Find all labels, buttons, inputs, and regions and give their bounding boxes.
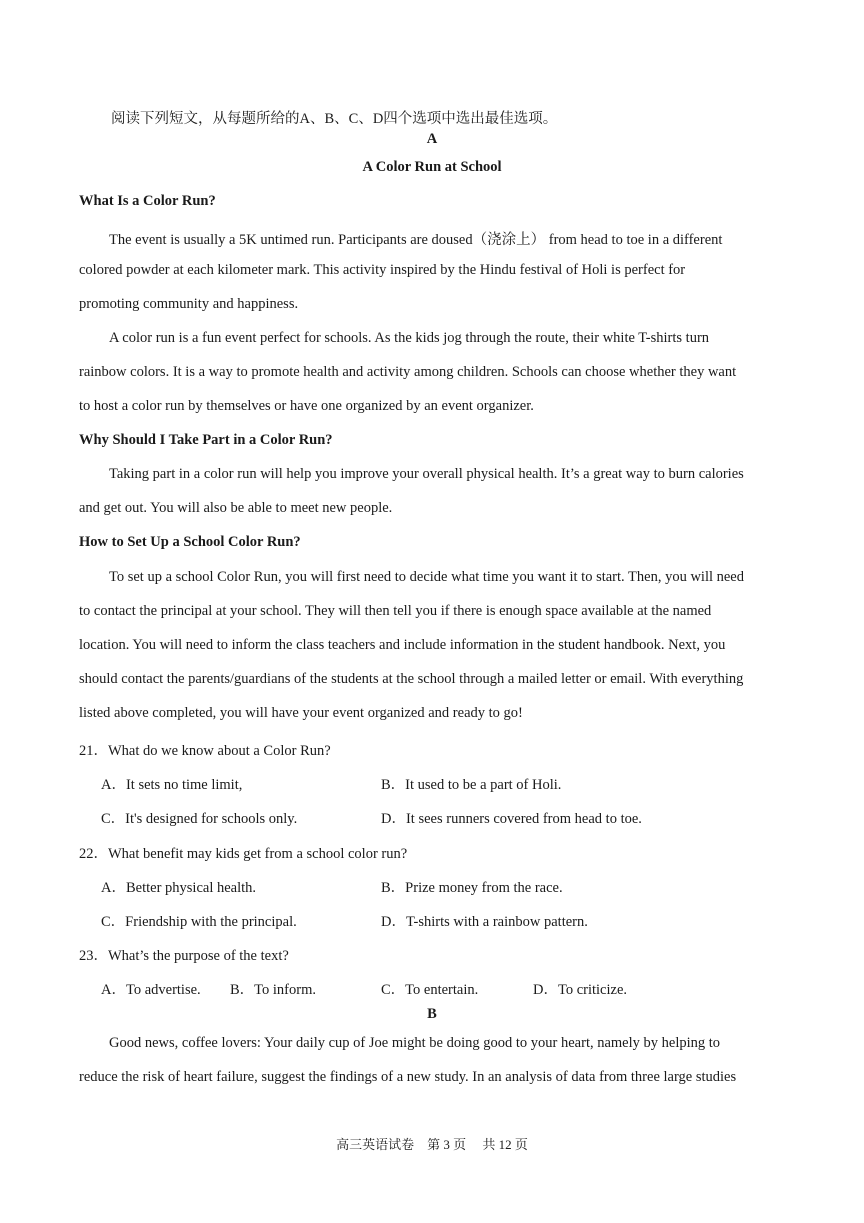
heading-how: How to Set Up a School Color Run? — [79, 534, 301, 550]
paragraph-line: reduce the risk of heart failure, suggest the findings of a new study. In an analysis of data from three large studies — [79, 1069, 737, 1085]
paragraph-line: listed above completed, you will have your event organized and ready to go! — [79, 705, 523, 721]
paragraph-line: should contact the parents/guardians of the students at the school through a mailed letter or email. With everything — [79, 671, 744, 687]
paragraph-line: A color run is a fun event perfect for schools. As the kids jog through the route, their white T-shirts turn — [109, 330, 710, 346]
passage-title: A Color Run at School — [362, 159, 502, 175]
paragraph-line: to host a color run by themselves or have one organized by an event organizer. — [79, 398, 534, 414]
instructions: 阅读下列短文，从每题所给的A、B、C、D四个选项中选出最佳选项。 — [111, 111, 558, 127]
option-22-a: A．Better physical health. — [101, 880, 257, 896]
section-b-label: B — [427, 1006, 437, 1022]
option-21-b: B．It used to be a part of Holi. — [381, 777, 562, 793]
option-22-b: B．Prize money from the race. — [381, 880, 563, 896]
paragraph-line: Taking part in a color run will help you improve your overall physical health. It’s a great way to burn calories — [109, 466, 744, 482]
paragraph-line: rainbow colors. It is a way to promote health and activity among children. Schools can choose whether they want — [79, 364, 737, 380]
page-footer: 高三英语试卷 第 3 页 共 12 页 — [336, 1137, 528, 1152]
paragraph-line: Good news, coffee lovers: Your daily cup of Joe might be doing good to your heart, namely by helping to — [109, 1035, 721, 1051]
question-23-stem: 23．What’s the purpose of the text? — [79, 948, 289, 964]
paragraph-line: promoting community and happiness. — [79, 296, 299, 312]
paragraph-line: location. You will need to inform the class teachers and include information in the student handbook. Next, you — [79, 637, 726, 653]
option-23-b: B．To inform. — [230, 982, 316, 998]
option-21-d: D．It sees runners covered from head to toe. — [381, 811, 642, 827]
paragraph-line: to contact the principal at your school. They will then tell you if there is enough space available at the named — [79, 603, 712, 619]
paragraph-line: The event is usually a 5K untimed run. Participants are doused（浇涂上） from head to toe in a different — [109, 232, 723, 248]
option-21-c: C．It's designed for schools only. — [101, 811, 298, 827]
section-a-label: A — [426, 131, 438, 147]
option-22-c: C．Friendship with the principal. — [101, 914, 297, 930]
paragraph-line: To set up a school Color Run, you will first need to decide what time you want it to start. Then, you will need — [109, 569, 744, 585]
question-22-stem: 22．What benefit may kids get from a school color run? — [79, 846, 408, 862]
paragraph-line: and get out. You will also be able to meet new people. — [79, 500, 393, 516]
heading-why: Why Should I Take Part in a Color Run? — [79, 432, 333, 448]
paragraph-line: colored powder at each kilometer mark. This activity inspired by the Hindu festival of Holi is perfect for — [79, 262, 686, 278]
option-23-a: A．To advertise. — [101, 982, 201, 998]
option-21-a: A．It sets no time limit, — [101, 777, 243, 793]
option-23-c: C．To entertain. — [381, 982, 479, 998]
heading-what-is: What Is a Color Run? — [79, 193, 216, 209]
question-21-stem: 21．What do we know about a Color Run? — [79, 743, 331, 759]
option-23-d: D．To criticize. — [533, 982, 628, 998]
option-22-d: D．T-shirts with a rainbow pattern. — [381, 914, 588, 930]
